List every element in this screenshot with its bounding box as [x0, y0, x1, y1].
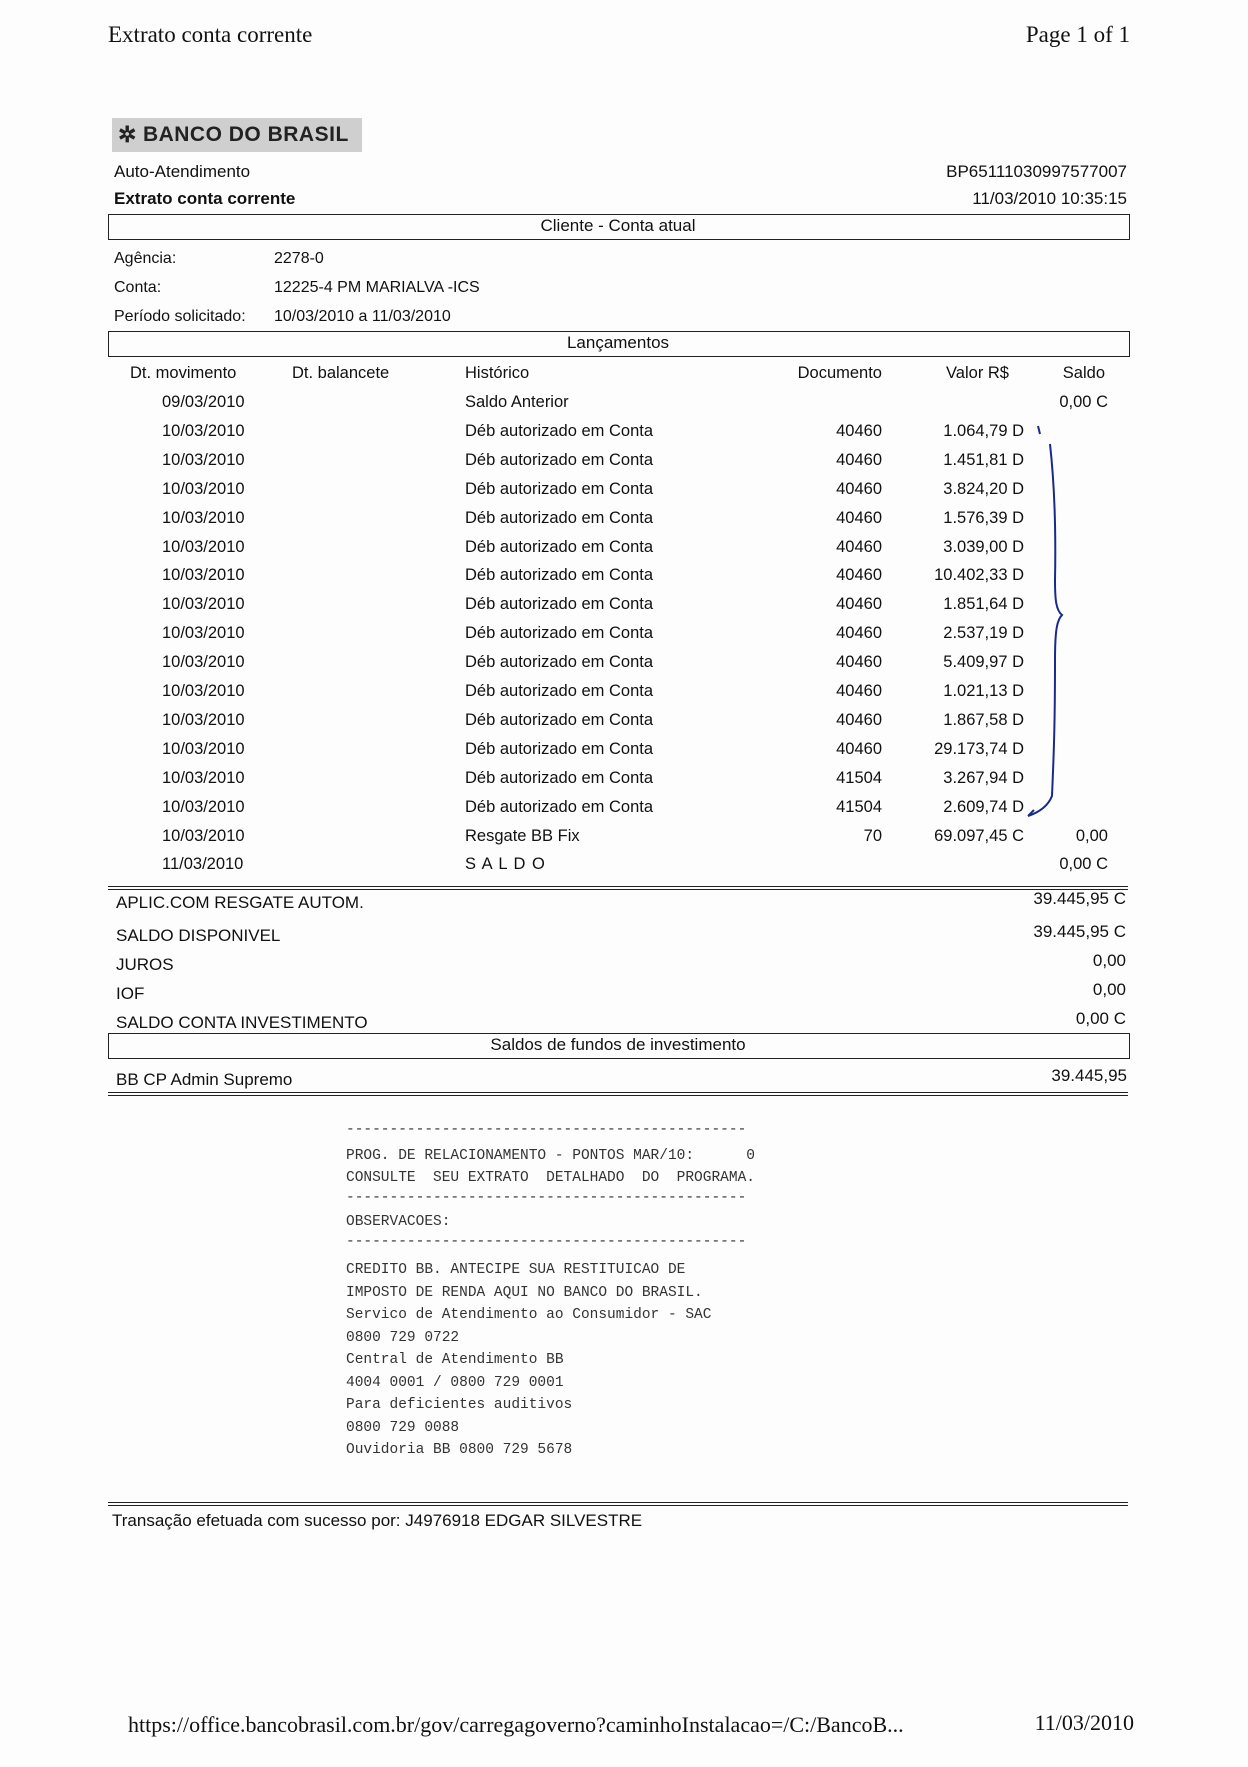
summary-label: SALDO DISPONIVEL [116, 926, 281, 945]
cell-historico: Déb autorizado em Conta [465, 566, 654, 585]
footer-rule [108, 1502, 1128, 1506]
cell-historico: Déb autorizado em Conta [465, 508, 654, 527]
cell-documento: 40460 [836, 710, 882, 729]
summary-label: JUROS [116, 955, 174, 974]
lancamentos-section-title: Lançamentos [566, 333, 670, 352]
handwritten-bracket [1000, 420, 1080, 820]
cell-saldo: 0,00 [1075, 826, 1108, 845]
col-documento: Documento [797, 364, 882, 382]
summary-label: APLIC.COM RESGATE AUTOM. [116, 893, 364, 912]
table-row [0, 855, 1248, 883]
summary-value: 0,00 [1092, 980, 1126, 999]
summary-row [116, 889, 1126, 919]
cell-valor: 3.039,00 D [943, 537, 1024, 556]
col-saldo: Saldo [1062, 364, 1105, 382]
msg-dash-1: ---------------------------------------------- [346, 1122, 747, 1138]
print-header-title: Extrato conta corrente [108, 22, 313, 47]
cell-historico: Déb autorizado em Conta [465, 421, 654, 440]
cell-valor: 3.267,94 D [943, 768, 1024, 787]
cell-date: 10/03/2010 [162, 768, 245, 787]
cell-saldo: 0,00 C [1059, 855, 1108, 874]
cell-saldo: 0,00 C [1059, 393, 1108, 411]
bank-logo [112, 118, 362, 152]
cell-date: 10/03/2010 [162, 421, 245, 440]
cell-documento: 40460 [836, 450, 882, 469]
msg-dash-2: ---------------------------------------------- [346, 1190, 747, 1206]
cell-historico: Déb autorizado em Conta [465, 624, 654, 643]
cell-documento: 41504 [836, 797, 882, 816]
cell-valor: 10.402,33 D [934, 566, 1024, 585]
cell-valor: 1.021,13 D [943, 682, 1024, 700]
cell-historico: Déb autorizado em Conta [465, 797, 654, 816]
cell-valor: 2.609,74 D [943, 797, 1024, 816]
conta-label: Conta: [114, 279, 162, 296]
channel-label: Auto-Atendimento [114, 162, 251, 181]
cell-documento: 40460 [836, 624, 882, 643]
cell-date: 10/03/2010 [162, 595, 245, 614]
cell-valor: 2.537,19 D [943, 624, 1024, 643]
msg-obs-title: OBSERVACOES: [346, 1214, 451, 1230]
lancamentos-header-row [0, 364, 1248, 392]
summary-value: 39.445,95 C [1033, 922, 1126, 941]
cell-valor: 3.824,20 D [943, 479, 1024, 498]
cell-date: 09/03/2010 [162, 393, 245, 411]
client-section-title: Cliente - Conta atual [540, 216, 696, 235]
cell-historico: Resgate BB Fix [465, 826, 580, 845]
cell-documento: 40460 [836, 421, 882, 440]
doc-datetime: 11/03/2010 10:35:15 [972, 189, 1127, 208]
cell-valor: 1.451,81 D [943, 450, 1024, 469]
bank-logo-icon: ✲ [118, 122, 137, 147]
cell-documento: 40460 [836, 595, 882, 614]
cell-historico: Déb autorizado em Conta [465, 739, 654, 758]
doc-title: Extrato conta corrente [114, 189, 296, 208]
cell-historico: Saldo Anterior [465, 393, 569, 411]
cell-historico: Déb autorizado em Conta [465, 653, 654, 672]
fundo-name: BB CP Admin Supremo [116, 1070, 293, 1089]
agencia-label: Agência: [114, 250, 177, 267]
summary-top-rule [108, 886, 1128, 890]
cell-valor: 5.409,97 D [943, 653, 1024, 672]
msg-prog-line1: PROG. DE RELACIONAMENTO - PONTOS MAR/10: 0 [346, 1148, 755, 1164]
summary-label: IOF [116, 984, 145, 1003]
cell-date: 10/03/2010 [162, 739, 245, 758]
cell-documento: 70 [863, 826, 882, 845]
cell-date: 10/03/2010 [162, 826, 245, 845]
cell-date: 11/03/2010 [162, 855, 244, 874]
col-historico: Histórico [465, 364, 530, 382]
cell-documento: 40460 [836, 566, 882, 585]
cell-historico: Déb autorizado em Conta [465, 479, 654, 498]
cell-valor: 29.173,74 D [934, 739, 1024, 758]
cell-date: 10/03/2010 [162, 653, 245, 672]
print-header-page: Page 1 of 1 [1025, 22, 1130, 47]
col-dt-movimento: Dt. movimento [130, 364, 237, 382]
summary-row [116, 922, 1126, 952]
cell-historico: Déb autorizado em Conta [465, 682, 654, 700]
cell-date: 10/03/2010 [162, 797, 245, 816]
browser-url: https://office.bancobrasil.com.br/gov/carregagoverno?caminhoInstalacao=/C:/BancoB... [128, 1712, 904, 1737]
cell-documento: 40460 [836, 653, 882, 672]
msg-obs-text: CREDITO BB. ANTECIPE SUA RESTITUICAO DE IMPOSTO DE RENDA AQUI NO BANCO DO BRASIL. Servico de Atendimento ao Consumidor - SAC 0800 729 0722 Central de Atendimento BB 4004 0001 / 0800 729 0001 Para deficientes auditivos 0800 729 0088 Ouvidoria BB 0800 729 5678 [346, 1262, 712, 1458]
msg-prog-line2: CONSULTE SEU EXTRATO DETALHADO DO PROGRAMA. [346, 1170, 755, 1186]
fundos-bottom-rule [108, 1092, 1128, 1096]
cell-documento: 40460 [836, 537, 882, 556]
agencia-value: 2278-0 [274, 250, 324, 267]
cell-date: 10/03/2010 [162, 537, 245, 556]
table-row [0, 827, 1248, 855]
cell-date: 10/03/2010 [162, 710, 245, 729]
conta-value: 12225-4 PM MARIALVA -ICS [274, 279, 480, 296]
browser-print-date: 11/03/2010 [1034, 1710, 1134, 1735]
summary-label: SALDO CONTA INVESTIMENTO [116, 1013, 368, 1032]
periodo-label: Período solicitado: [114, 308, 246, 325]
cell-historico: Déb autorizado em Conta [465, 595, 654, 614]
cell-date: 10/03/2010 [162, 624, 245, 643]
summary-row [116, 951, 1126, 981]
bank-logo-text: BANCO DO BRASIL [142, 123, 349, 146]
summary-value: 0,00 [1092, 951, 1126, 970]
cell-historico: Déb autorizado em Conta [465, 710, 654, 729]
cell-date: 10/03/2010 [162, 479, 245, 498]
cell-valor: 1.867,58 D [943, 710, 1024, 729]
cell-documento: 40460 [836, 739, 882, 758]
cell-valor: 1.576,39 D [943, 508, 1024, 527]
cell-documento: 41504 [836, 768, 882, 787]
msg-dash-3: ---------------------------------------------- [346, 1234, 747, 1250]
fundos-section-title: Saldos de fundos de investimento [490, 1035, 746, 1054]
cell-date: 10/03/2010 [162, 508, 245, 527]
col-dt-balancete: Dt. balancete [292, 364, 390, 382]
cell-date: 10/03/2010 [162, 566, 245, 585]
cell-documento: 40460 [836, 682, 882, 700]
transaction-footer: Transação efetuada com sucesso por: J4976918 EDGAR SILVESTRE [112, 1511, 643, 1530]
cell-historico: Déb autorizado em Conta [465, 768, 654, 787]
table-row [0, 393, 1248, 421]
summary-value: 39.445,95 C [1033, 889, 1126, 908]
doc-code: BP65111030997577007 [946, 162, 1127, 181]
cell-valor: 1.851,64 D [943, 595, 1024, 614]
col-valor: Valor R$ [946, 364, 1009, 382]
summary-row [116, 980, 1126, 1010]
cell-valor: 69.097,45 C [934, 826, 1024, 845]
cell-documento: 40460 [836, 479, 882, 498]
periodo-value: 10/03/2010 a 11/03/2010 [274, 308, 451, 325]
fundo-value: 39.445,95 [1051, 1066, 1127, 1085]
summary-value: 0,00 C [1075, 1009, 1126, 1028]
cell-date: 10/03/2010 [162, 450, 245, 469]
cell-date: 10/03/2010 [162, 682, 245, 700]
cell-historico: Déb autorizado em Conta [465, 537, 654, 556]
cell-historico: Déb autorizado em Conta [465, 450, 654, 469]
cell-documento: 40460 [836, 508, 882, 527]
cell-historico: S A L D O [465, 855, 546, 874]
cell-valor: 1.064,79 D [943, 421, 1024, 440]
